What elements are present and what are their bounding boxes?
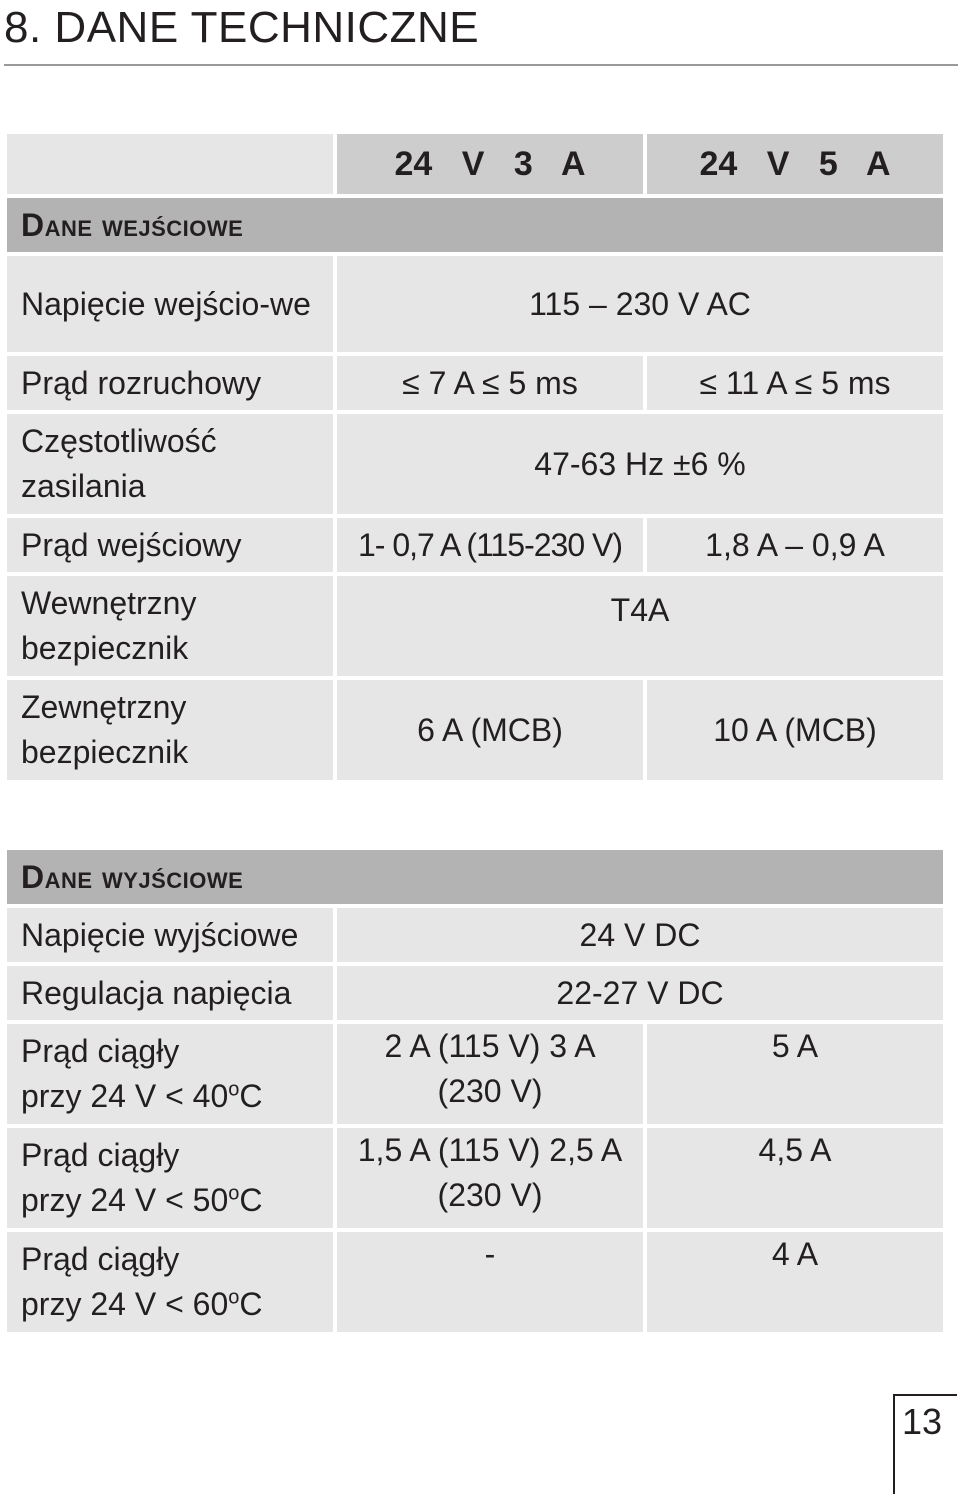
row-value-3a: 1- 0,7 A (115-230 V) [335,516,645,574]
page-number: 13 [902,1401,943,1442]
header-blank-cell [5,132,335,196]
output-section-row [5,848,945,906]
row-value-5a: ≤ 11 A ≤ 5 ms [645,354,945,412]
row-value-3a: - [335,1230,645,1334]
table-row [5,1230,945,1334]
table-row [5,1022,945,1126]
row-label [5,1126,335,1230]
table-row [5,906,945,964]
row-value-3a: 6 A (MCB) [335,678,645,782]
row-label [5,1022,335,1126]
row-label: Częstotliwość zasilania [5,412,335,516]
row-label: Prąd rozruchowy [5,354,335,412]
row-label-line2: przy 24 $V < 50^oC$ [21,1182,263,1218]
table-row [5,354,945,412]
table-row [5,574,945,678]
row-value-3a: 2 A (115 V) 3 A (230 V) [335,1022,645,1126]
row-label-line1: Prąd ciągły [21,1241,180,1277]
table-row [5,254,945,354]
row-label [5,1230,335,1334]
row-label: Prąd wejściowy [5,516,335,574]
row-value-merged: 115 – 230 V AC [335,254,945,354]
row-label-line2: przy 24 $V < 60^oC$ [21,1286,263,1322]
row-value-merged: 47-63 Hz ±6 % [335,412,945,516]
row-value-5a: 1,8 A – 0,9 A [645,516,945,574]
row-label: Regulacja napięcia [5,964,335,1022]
row-value-merged: T4A [335,574,945,678]
output-section-title: Dane wyjściowe [5,848,945,906]
row-label-line1: Prąd ciągły [21,1033,180,1069]
input-section-row [5,196,945,254]
table-row [5,516,945,574]
row-label: Napięcie wejścio-we [5,254,335,354]
row-label: Wewnętrzny bezpiecznik [5,574,335,678]
table-row [5,678,945,782]
column-header-5a: 24 V 5 A [645,132,945,196]
page-title: 8. DANE TECHNICZNE [4,3,480,52]
column-header-3a: 24 V 3 A [335,132,645,196]
input-specs-table [3,130,947,784]
row-value-5a: 5 A [645,1022,945,1126]
row-value-merged: 24 V DC [335,906,945,964]
row-label: Zewnętrzny bezpiecznik [5,678,335,782]
table-row [5,1126,945,1230]
row-label: Napięcie wyjściowe [5,906,335,964]
column-header-row [5,132,945,196]
row-value-5a: 10 A (MCB) [645,678,945,782]
row-value-3a: 1,5 A (115 V) 2,5 A (230 V) [335,1126,645,1230]
output-specs-table [3,846,947,1336]
table-row [5,964,945,1022]
row-value-5a: 4,5 A [645,1126,945,1230]
row-label-line2: przy 24 $V < 40^oC$ [21,1078,263,1114]
row-value-merged: 22-27 V DC [335,964,945,1022]
row-label-line1: Prąd ciągły [21,1137,180,1173]
table-row [5,412,945,516]
row-value-3a: ≤ 7 A ≤ 5 ms [335,354,645,412]
title-divider [4,64,958,66]
input-section-title: Dane wejściowe [5,196,945,254]
row-value-5a: 4 A [645,1230,945,1334]
